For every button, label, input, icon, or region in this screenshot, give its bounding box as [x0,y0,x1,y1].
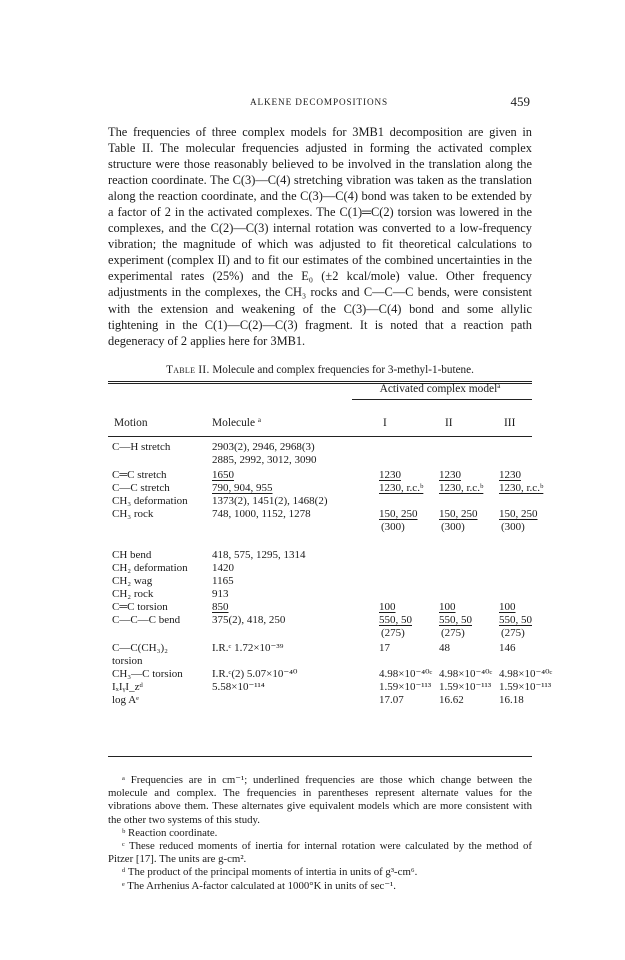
cell-line: log Aᵉ [112,694,139,706]
cell-line: 1420 [212,562,234,574]
page-number: 459 [510,94,530,109]
cell-line: 5.58×10⁻¹¹⁴ [212,681,265,693]
table-cell-motion [112,668,183,681]
footnote-c: ᶜ These reduced moments of inertia for internal rotation were calculated by the method of Pitzer [17]. The units are g-cm². [108,840,532,866]
cell-line: CH₂ wag [112,575,153,587]
table-cell-molecule [212,441,317,466]
cell-line: 1.59×10⁻¹¹³ [499,681,552,693]
cell-line: 1.59×10⁻¹¹³ [379,681,432,693]
cell-line: 1230, r.c.ᵇ [439,482,484,494]
page-header [108,94,530,110]
cell-line: 4.98×10⁻⁴⁰ᶜ [499,668,553,680]
cell-line: 1230 [439,469,461,481]
cell-line: 550, 50 [379,614,412,626]
cell-line: C—C(CH₃)₂ [112,642,168,654]
cell-line: CH₂ rock [112,588,154,600]
cell-line: IₓIᵧI_zᵈ [112,681,143,693]
activated-complex-header: Activated complex model$^a$ [379,382,501,395]
col-model-iii: III [504,417,516,429]
cell-line: 150, 250 [439,508,478,520]
table-cell-motion [112,588,153,601]
cell-line: 850 [212,601,229,613]
cell-line: (300) [501,520,525,533]
cell-line: 748, 1000, 1152, 1278 [212,508,311,520]
table-cell-c2 [439,694,464,707]
table-cell-c3 [499,508,538,533]
table-cell-c1 [379,694,404,707]
cell-line: CH bend [112,549,152,561]
table-cell-c3 [499,681,551,694]
cell-line: torsion [112,654,143,667]
col-model-i: I [383,417,387,429]
cell-line: C—C—C bend [112,614,181,626]
table-caption-text: Molecule and complex frequencies for 3-methyl-1-butene. [212,364,474,376]
table-cell-motion [112,441,170,454]
table-cell-c1 [379,614,412,639]
footnotes [108,774,532,893]
table-cell-c1 [379,601,396,614]
table-cell-c3 [499,469,521,482]
cell-line: 2885, 2992, 3012, 3090 [212,453,317,466]
table-cell-molecule [212,614,285,627]
col-molecule: Molecule $^a$ [212,416,261,429]
table-cell-motion [112,575,152,588]
table-cell-molecule [212,588,229,601]
table-cell-c1 [379,508,418,533]
cell-line: 913 [212,588,229,600]
table-cell-c2 [439,508,478,533]
table-cell-c1 [379,482,423,495]
table-cell-motion [112,482,170,495]
cell-line: 146 [499,642,516,654]
footnote-b: ᵇ Reaction coordinate. [122,826,218,839]
cell-line: 1650 [212,469,234,481]
cell-line: 1230 [499,469,521,481]
cell-line: 1230 [379,469,401,481]
table-cell-c2 [439,642,450,655]
table-cell-c3 [499,614,532,639]
cell-line: I.R.ᶜ(2) 5.07×10⁻⁴⁰ [212,668,298,680]
cell-line: 1230, r.c.ᵇ [379,482,424,494]
cell-line: (300) [441,520,465,533]
table-header-rule [108,436,532,437]
table-cell-c1 [379,642,390,655]
table-cell-motion [112,469,167,482]
cell-line: 4.98×10⁻⁴⁰ᶜ [439,668,493,680]
cell-line: 375(2), 418, 250 [212,614,286,626]
cell-line: C═C stretch [112,469,167,481]
table-cell-c1 [379,668,432,681]
cell-line: 550, 50 [439,614,472,626]
footnote-d: ᵈ The product of the principal moments of intertia in units of g³-cm⁶. [122,866,418,879]
table-cell-c3 [499,642,516,655]
cell-line: C—H stretch [112,441,171,453]
table-cell-molecule [212,482,273,495]
table-label: Table II. [166,364,210,376]
table-cell-c2 [439,469,461,482]
cell-line: 17.07 [379,694,404,706]
cell-line: (300) [381,520,405,533]
table-cell-c2 [439,601,456,614]
table-cell-motion [112,642,168,667]
cell-line: 100 [379,601,396,613]
table-cell-c2 [439,614,472,639]
cell-line: C═C torsion [112,601,168,613]
table-cell-molecule [212,495,327,508]
table-cell-motion [112,614,180,627]
table-cell-c3 [499,601,516,614]
cell-line: 16.62 [439,694,464,706]
cell-line: (275) [441,626,465,639]
table-cell-motion [112,495,188,508]
cell-line: 17 [379,642,390,654]
table-cell-motion [112,681,143,694]
table-cell-c2 [439,681,491,694]
cell-line: CH₃ deformation [112,495,188,507]
cell-line: 1165 [212,575,234,587]
group-header-rule [352,399,532,400]
cell-line: C—C stretch [112,482,170,494]
cell-line: (275) [381,626,405,639]
cell-line: 1373(2), 1451(2), 1468(2) [212,495,328,507]
cell-line: 550, 50 [499,614,532,626]
cell-line: 1.59×10⁻¹¹³ [439,681,492,693]
col-motion: Motion [114,417,148,429]
cell-line: 150, 250 [499,508,538,520]
footnote-a: ᵃ Frequencies are in cm⁻¹; underlined frequencies are those which change between the molecule and complex. The frequencies in parentheses represent alternate values for the vibrations above them. These alternates give equivalent models which are more consistent with the other two systems of this study. [108,774,532,826]
table-cell-molecule [212,469,234,482]
body-paragraph: The frequencies of three complex models for 3MB1 decomposition are given in Table II. The molecular frequencies adjusted in forming the activated complex structure were those reasonably believed to be involved in the translation along the reaction coordinate. The C(3)—C(4) stretching vibration was taken as the translation along the reaction coordinate, and the C(3)—C(4) bond was taken to be extended by a factor of 2 in the activated complexes. The C(1)═C(2) torsion was lowered in the complexes, and the C(2)—C(3) internal rotation was converted to a low-frequency vibration; the magnitude of which was adjusted to fit theoretical calculations to experiment (complex II) and to fit our estimates of the combined uncertainties in the experimental rates (25%) and the E₀ (±2 kcal/mole) value. Other frequency adjustments in the complexes, the CH₃ rocks and C—C—C bends, were consistent with the extension and weakening of the C(3)—C(4) bond and some allylic tightening in the C(1)—C(2)—C(3) fragment. It is noted that a reaction path degeneracy of 2 applies here for 3MB1. [108,125,532,348]
cell-line: 2903(2), 2946, 2968(3) [212,441,315,453]
running-head: ALKENE DECOMPOSITIONS [249,97,389,107]
cell-line: 790, 904, 955 [212,482,273,494]
cell-line: 48 [439,642,450,654]
cell-line: 100 [439,601,456,613]
cell-line: 1230, r.c.ᵇ [499,482,544,494]
cell-line: I.R.ᶜ 1.72×10⁻³⁹ [212,642,284,654]
cell-line: CH₃ rock [112,508,154,520]
table-bottom-rule [108,756,532,757]
cell-line: 150, 250 [379,508,418,520]
table-cell-molecule [212,668,297,681]
table-cell-motion [112,694,139,707]
cell-line: CH₂ deformation [112,562,188,574]
table-cell-motion [112,562,188,575]
table-cell-molecule [212,642,283,655]
table-top-rule [108,381,532,382]
table-cell-c3 [499,482,543,495]
table-cell-c2 [439,668,492,681]
cell-line: (275) [501,626,525,639]
table-cell-c3 [499,668,552,681]
table-cell-molecule [212,601,229,614]
cell-line: CH₃—C torsion [112,668,183,680]
col-model-ii: II [445,417,453,429]
table-cell-molecule [212,575,234,588]
table-cell-molecule [212,681,265,694]
table-cell-c2 [439,482,483,495]
table-cell-molecule [212,549,306,562]
cell-line: 418, 575, 1295, 1314 [212,549,306,561]
table-cell-c1 [379,681,431,694]
table-cell-molecule [212,562,234,575]
cell-line: 4.98×10⁻⁴⁰ᶜ [379,668,433,680]
table-cell-motion [112,549,151,562]
table-cell-motion [112,508,153,521]
footnote-e: ᵉ The Arrhenius A-factor calculated at 1000°K in units of sec⁻¹. [122,879,396,892]
cell-line: 16.18 [499,694,524,706]
table-cell-c3 [499,694,524,707]
table-cell-c1 [379,469,401,482]
table-caption [108,364,532,376]
table-cell-motion [112,601,168,614]
table-cell-molecule [212,508,311,521]
cell-line: 100 [499,601,516,613]
